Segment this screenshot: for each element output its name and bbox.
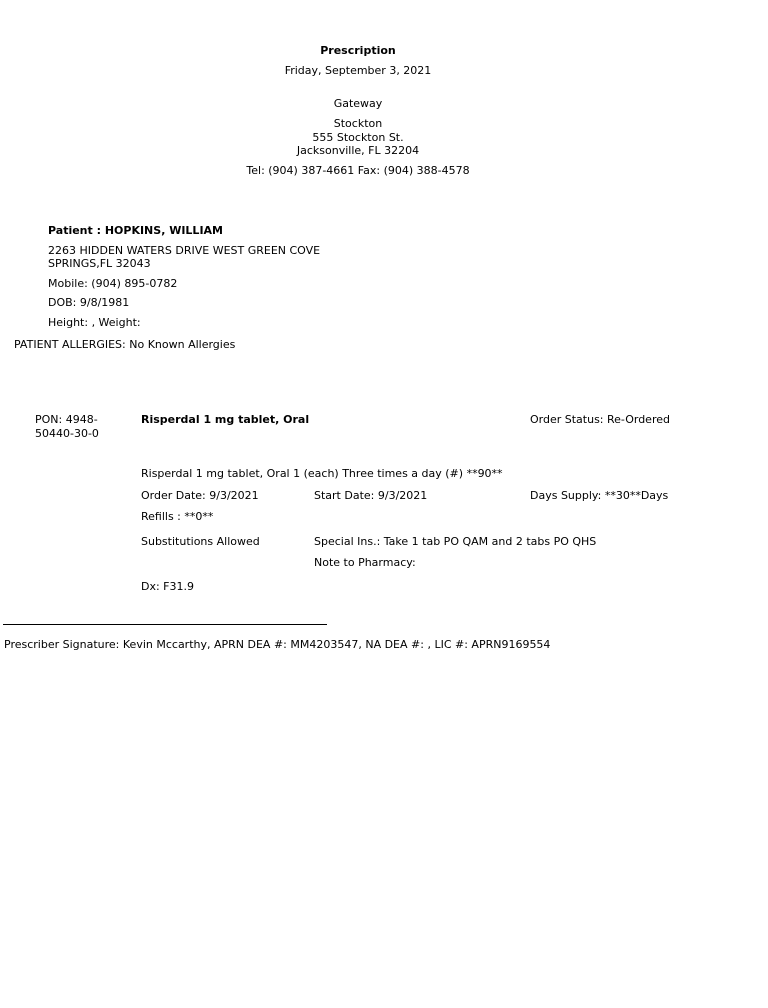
patient-mobile: Mobile: (904) 895-0782 bbox=[48, 277, 178, 290]
special-instructions: Special Ins.: Take 1 tab PO QAM and 2 tabs PO QHS bbox=[314, 535, 597, 548]
days-supply: Days Supply: **30**Days bbox=[530, 489, 669, 502]
organization-name: Gateway bbox=[333, 97, 383, 110]
patient-dob: DOB: 9/8/1981 bbox=[48, 296, 130, 309]
start-date: Start Date: 9/3/2021 bbox=[314, 489, 428, 502]
diagnosis-code: Dx: F31.9 bbox=[141, 580, 195, 593]
pon-number-line1: PON: 4948- bbox=[35, 413, 98, 426]
pon-number-line2: 50440-30-0 bbox=[35, 427, 99, 440]
location-street: 555 Stockton St. bbox=[312, 131, 404, 144]
note-to-pharmacy: Note to Pharmacy: bbox=[314, 556, 416, 569]
order-date: Order Date: 9/3/2021 bbox=[141, 489, 259, 502]
refills: Refills : **0** bbox=[141, 510, 214, 523]
prescriber-signature: Prescriber Signature: Kevin Mccarthy, APRN DEA #: MM4203547, NA DEA #: , LIC #: APRN9169554 bbox=[4, 638, 551, 651]
prescription-date: Friday, September 3, 2021 bbox=[284, 64, 432, 77]
signature-line bbox=[3, 624, 327, 625]
drug-title: Risperdal 1 mg tablet, Oral bbox=[141, 413, 310, 426]
order-status: Order Status: Re-Ordered bbox=[530, 413, 670, 426]
patient-height-weight: Height: , Weight: bbox=[48, 316, 141, 329]
location-name: Stockton bbox=[333, 117, 383, 130]
patient-address-line1: 2263 HIDDEN WATERS DRIVE WEST GREEN COVE bbox=[48, 244, 321, 257]
patient-address-line2: SPRINGS,FL 32043 bbox=[48, 257, 151, 270]
substitutions: Substitutions Allowed bbox=[141, 535, 260, 548]
location-city: Jacksonville, FL 32204 bbox=[296, 144, 420, 157]
patient-name: Patient : HOPKINS, WILLIAM bbox=[48, 224, 223, 237]
document-title: Prescription bbox=[320, 44, 396, 57]
drug-sig: Risperdal 1 mg tablet, Oral 1 (each) Three times a day (#) **90** bbox=[141, 467, 503, 480]
location-phones: Tel: (904) 387-4661 Fax: (904) 388-4578 bbox=[246, 164, 470, 177]
patient-allergies: PATIENT ALLERGIES: No Known Allergies bbox=[14, 338, 236, 351]
